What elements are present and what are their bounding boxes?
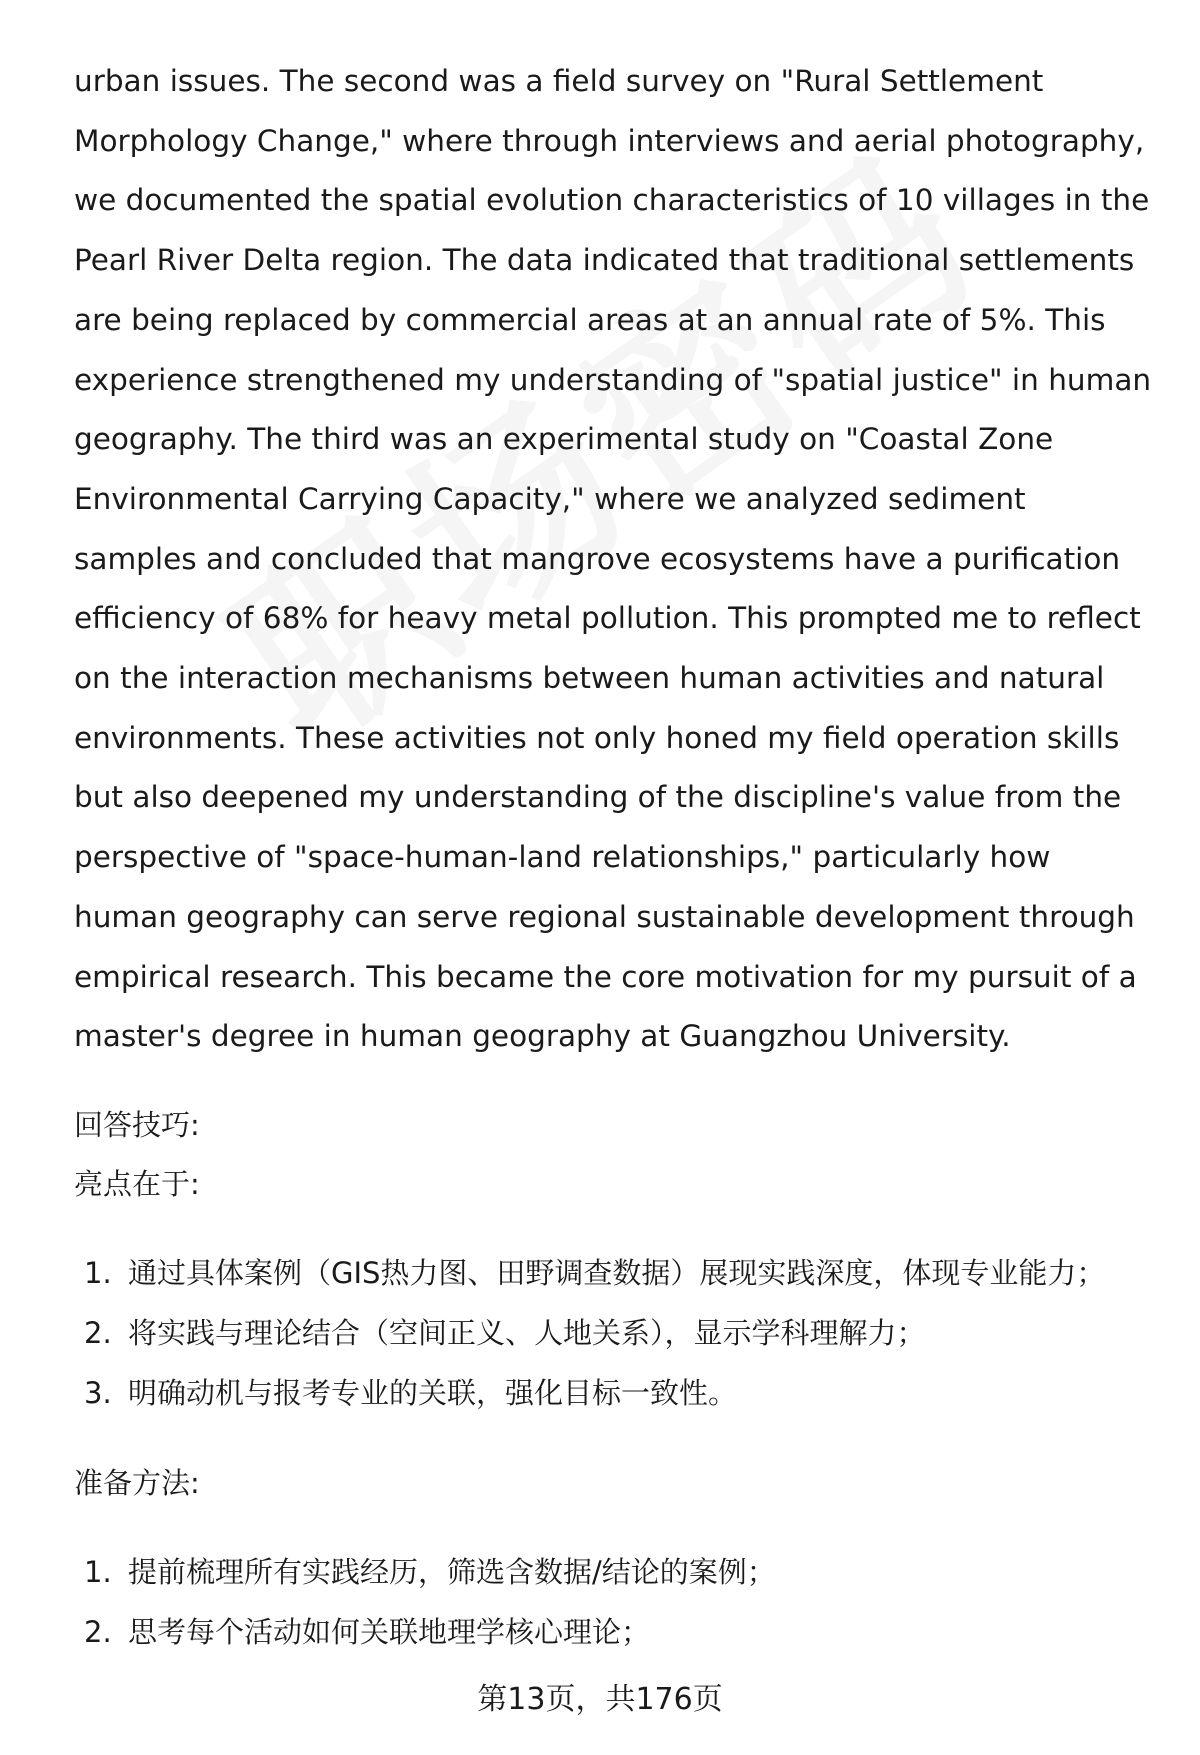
prep-methods-list <box>84 1542 1174 1662</box>
list-number: 2. <box>84 1316 112 1350</box>
page-footer: 第13页，共176页 <box>477 1682 723 1717</box>
list-text: 思考每个活动如何关联地理学核心理论； <box>128 1615 651 1649</box>
highlights-list <box>84 1243 1174 1423</box>
body-paragraph: urban issues. The second was a field survey on "Rural Settlement Morphology Change," where through interviews and aerial photography, we documented the spatial evolution characteristics of 10 villages in the Pearl River Delta region. The data indicated that traditional settlements are being replaced by commercial areas at an annual rate of 5%. This experience strengthened my understanding of "spatial justice" in human geography. The third was an experimental study on "Coastal Zone Environmental Carrying Capacity," where we analyzed sediment samples and concluded that mangrove ecosystems have a purification efficiency of 68% for heavy metal pollution. This prompted me to reflect on the interaction mechanisms between human activities and natural environments. These activities not only honed my field operation skills but also deepened my understanding of the discipline's value from the perspective of "space-human-land relationships," particularly how human geography can serve regional sustainable development through empirical research. This became the core motivation for my pursuit of a master's degree in human geography at Guangzhou University. <box>74 64 1152 1054</box>
list-item <box>84 1303 1174 1363</box>
list-number: 1. <box>84 1256 112 1290</box>
list-item <box>84 1542 1174 1602</box>
list-text: 提前梳理所有实践经历，筛选含数据/结论的案例； <box>128 1555 776 1589</box>
list-item <box>84 1243 1174 1303</box>
list-item <box>84 1363 1174 1423</box>
list-text: 通过具体案例（GIS热力图、田野调查数据）展现实践深度，体现专业能力； <box>128 1256 1106 1290</box>
list-number: 3. <box>84 1376 112 1410</box>
list-number: 1. <box>84 1555 112 1589</box>
list-text: 明确动机与报考专业的关联，强化目标一致性。 <box>128 1376 738 1410</box>
answer-tips-label: 回答技巧: <box>74 1108 200 1142</box>
list-text: 将实践与理论结合（空间正义、人地关系），显示学科理解力； <box>128 1316 926 1350</box>
highlights-label: 亮点在于: <box>74 1167 200 1201</box>
list-number: 2. <box>84 1615 112 1649</box>
prep-methods-label: 准备方法: <box>74 1466 200 1500</box>
list-item <box>84 1602 1174 1662</box>
